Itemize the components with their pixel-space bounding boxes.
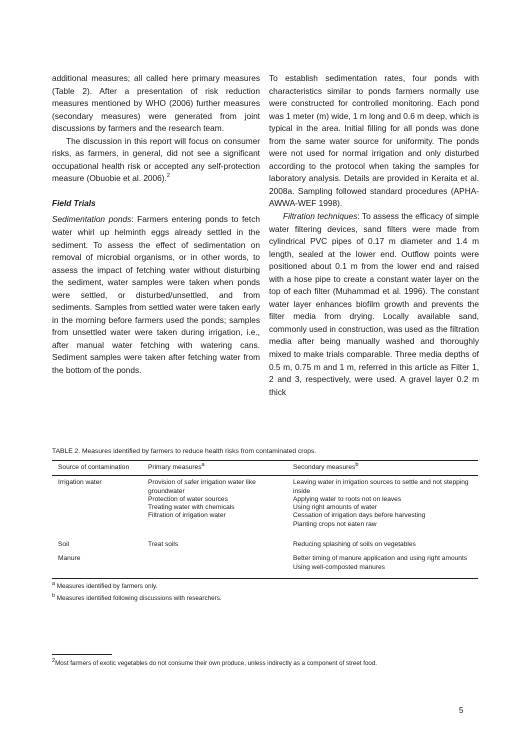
left-text-column — [52, 72, 260, 377]
page-footnote: $^2$Most farmers of exotic vegetables do not consume their own produce, unless indirectly as a component of street food. — [52, 657, 377, 667]
run-in-heading: Sedimentation ponds — [52, 214, 132, 225]
source-cell: Soil — [58, 541, 69, 549]
table-note: $^a$ Measures identified by farmers only. — [52, 580, 158, 590]
table-row — [52, 532, 478, 552]
paragraph-text: The discussion in this report will focus on consumer risks, as farmers, in general, did not see a significant occupational health risk or accepted any self-protection measure (Obuobie et al. 2006). — [52, 135, 260, 184]
table-row — [52, 552, 478, 578]
section-heading: Field Trials — [52, 197, 96, 208]
secondary-cell: Leaving water in irrigation sources to settle and not stepping inside Applying water to roots not on leaves Using right amounts of water Cessation of irrigation days before harvesting Planting crops not eaten raw — [293, 479, 469, 528]
column-header: Secondary measures$^b$ — [287, 461, 478, 476]
footnote-divider — [52, 654, 112, 655]
page-number: 5 — [459, 706, 464, 715]
table-caption: TABLE 2. Measures identified by farmers to reduce health risks from contaminated crops. — [52, 448, 317, 455]
footnote-marker: 2 — [166, 173, 170, 180]
column-header: Source of contamination — [52, 461, 142, 476]
paragraph — [52, 135, 260, 185]
table-row — [52, 476, 478, 532]
table-header-row — [52, 461, 478, 476]
paragraph: To establish sedimentation rates, four ponds with characteristics similar to ponds farmers normally use were constructed for controlled monitoring. Each pond was 1 meter (m) wide, 1 m long and 0.6 m deep, which is typical in the area. Initial filling for all ponds was done from the same water source for uniformity. The ponds were not used for normal irrigation and only disturbed according to the protocol when taking the samples for laboratory analysis. Details are provided in Keraita et al. 2008a. Sampling followed standard procedures (APHA-AWWA-WEF 1998). — [269, 73, 479, 209]
paragraph: additional measures; all called here primary measures (Table 2). After a presentation of risk reduction measures mentioned by WHO (2006) further measures (secondary measures) were generated from joint discussions by farmers and the research team. — [52, 73, 260, 134]
secondary-cell: Better timing of manure application and using right amounts Using well-composted manures — [287, 552, 478, 578]
measures-table — [52, 460, 478, 579]
table-note: $^b$ Measures identified following discussions with researchers. — [52, 593, 222, 603]
primary-cell — [142, 552, 287, 578]
run-in-heading: Filtration techniques — [283, 211, 358, 222]
primary-cell: Provision of safer irrigation water like groundwater Protection of water sources Treating water with chemicals Filtration of irrigation water — [148, 479, 256, 520]
source-cell: Irrigation water — [58, 479, 102, 487]
column-header: Primary measures$^a$ — [142, 461, 287, 476]
secondary-cell: Reducing splashing of soils on vegetables — [293, 541, 416, 549]
right-text-column — [269, 72, 479, 398]
paragraph — [52, 213, 260, 376]
source-cell: Manure — [52, 552, 142, 578]
primary-cell: Treat soils — [148, 541, 179, 549]
table-2 — [52, 447, 478, 604]
paragraph-text: : To assess the efficacy of simple water filtering devices, sand filters were made from cylindrical PVC pipes of 0.17 m diameter and 1.4 m length, sealed at the lower end. Outflow points were positioned about 0.1 m from the lower end and raised with a hose pipe to create a constant water layer on the top of each filter (Muhammad et al. 1996). The constant water layer enhances biofilm growth and prevents the filter media from drying. Locally available sand, commonly used in construction, was used as the filtration media after being manually washed and thoroughly mixed to make trials comparable. Three media depths of 0.5 m, 0.75 m and 1 m, referred in this article as Filter 1, 2 and 3, respectively, were used. A gravel layer 0.2 m thick — [269, 211, 479, 397]
paragraph-text: : Farmers entering ponds to fetch water whirl up helminth eggs already settled in the sediment. To assess the effect of sedimentation on removal of microbial organisms, or in other words, to assess the impact of fetching water without disturbing the sediment, water samples were taken when ponds were settled, or disturbed/unsettled, and from sediments. Samples from settled water were taken early in the morning before farmers used the ponds; samples from unsettled water were taken during irrigation, i.e., after manual water fetching with watering cans. Sediment samples were taken after fetching water from the bottom of the ponds. — [52, 214, 260, 376]
paragraph — [269, 210, 479, 398]
